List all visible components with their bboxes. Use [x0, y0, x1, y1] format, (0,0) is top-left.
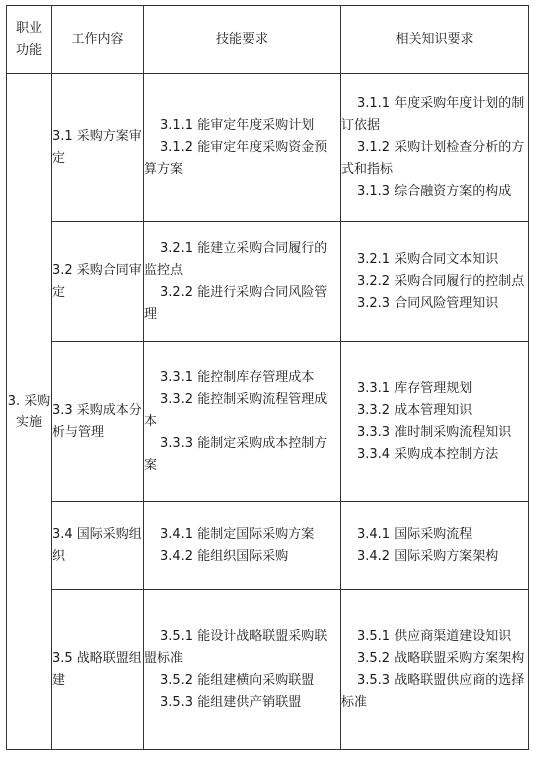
knowledge-item: 3.2.2 采购合同履行的控制点 [357, 273, 525, 289]
knowledge-item: 3.5.3 战略联盟供应商的选择标准 [341, 672, 525, 710]
work-cell: 3.1 采购方案审定 [52, 74, 144, 222]
skill-item: 3.4.1 能制定国际采购方案 [160, 526, 315, 542]
knowledge-cell [341, 590, 529, 750]
skill-item: 3.5.3 能组建供产销联盟 [160, 694, 302, 710]
knowledge-item: 3.3.4 采购成本控制方法 [357, 446, 499, 462]
skill-item: 3.1.1 能审定年度采购计划 [160, 117, 315, 133]
skill-item: 3.2.2 能进行采购合同风险管理 [144, 284, 328, 322]
header-function: 职业功能 [7, 6, 52, 74]
table-row [7, 222, 529, 342]
table-row [7, 502, 529, 590]
knowledge-item: 3.3.3 准时制采购流程知识 [357, 424, 512, 440]
knowledge-cell [341, 74, 529, 222]
knowledge-item: 3.1.2 采购计划检查分析的方式和指标 [341, 139, 525, 177]
skill-cell [144, 502, 341, 590]
skill-item: 3.3.2 能控制采购流程管理成本 [144, 391, 328, 429]
knowledge-item: 3.4.1 国际采购流程 [357, 526, 473, 542]
header-skill: 技能要求 [144, 6, 341, 74]
skill-item: 3.4.2 能组织国际采购 [160, 548, 289, 564]
skill-item: 3.5.2 能组建横向采购联盟 [160, 672, 315, 688]
work-cell: 3.3 采购成本分析与管理 [52, 342, 144, 502]
header-work: 工作内容 [52, 6, 144, 74]
header-knowledge: 相关知识要求 [341, 6, 529, 74]
knowledge-item: 3.4.2 国际采购方案架构 [357, 548, 499, 564]
knowledge-item: 3.1.3 综合融资方案的构成 [357, 183, 512, 199]
skill-cell [144, 590, 341, 750]
knowledge-item: 3.2.1 采购合同文本知识 [357, 251, 499, 267]
table-row [7, 590, 529, 750]
skill-cell [144, 222, 341, 342]
function-cell: 3. 采购实施 [7, 74, 52, 750]
knowledge-item: 3.5.2 战略联盟采购方案架构 [357, 650, 525, 666]
knowledge-cell [341, 502, 529, 590]
knowledge-cell [341, 222, 529, 342]
work-cell: 3.5 战略联盟组建 [52, 590, 144, 750]
skill-item: 3.2.1 能建立采购合同履行的监控点 [144, 240, 328, 278]
knowledge-item: 3.2.3 合同风险管理知识 [357, 295, 499, 311]
skill-item: 3.5.1 能设计战略联盟采购联盟标准 [144, 628, 328, 666]
table-row [7, 74, 529, 222]
work-cell: 3.4 国际采购组织 [52, 502, 144, 590]
knowledge-cell [341, 342, 529, 502]
skill-item: 3.3.3 能制定采购成本控制方案 [144, 435, 328, 473]
knowledge-item: 3.3.1 库存管理规划 [357, 380, 473, 396]
skill-item: 3.1.2 能审定年度采购资金预算方案 [144, 139, 328, 177]
skills-table [6, 5, 529, 750]
table-row [7, 342, 529, 502]
knowledge-item: 3.5.1 供应商渠道建设知识 [357, 628, 512, 644]
work-cell: 3.2 采购合同审定 [52, 222, 144, 342]
knowledge-item: 3.1.1 年度采购年度计划的制订依据 [341, 95, 525, 133]
knowledge-item: 3.3.2 成本管理知识 [357, 402, 473, 418]
skill-cell [144, 342, 341, 502]
skill-cell [144, 74, 341, 222]
table-header-row [7, 6, 529, 74]
skill-item: 3.3.1 能控制库存管理成本 [160, 369, 315, 385]
